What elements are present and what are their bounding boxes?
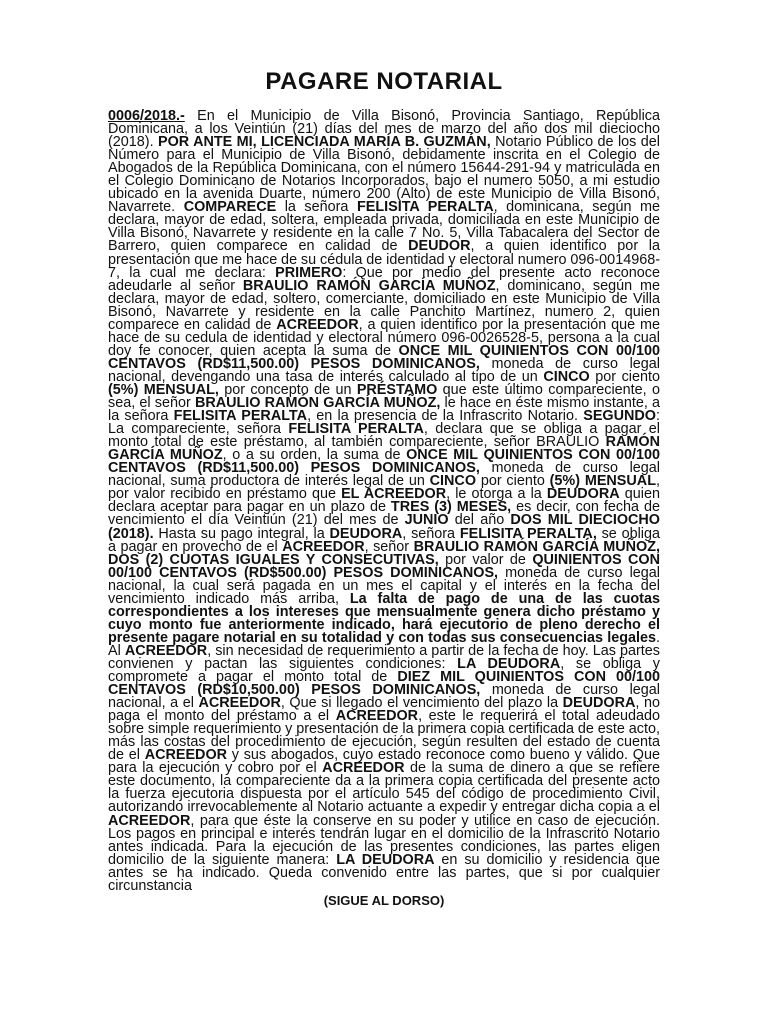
text-run: . Al [108, 629, 660, 659]
text-run: es decir, con fecha de vencimiento el día Veintiún (21) del mes de [108, 499, 660, 529]
bold-text-run: DEUDOR [408, 238, 471, 255]
bold-text-run: DOS MIL DIECIOCHO (2018). [108, 512, 661, 542]
bold-text-run: ACREEDOR [144, 747, 228, 764]
document-body [108, 110, 660, 893]
text-run: , por valor recibido en préstamo que [108, 473, 660, 503]
text-run: Notario Público de los del Número para el Municipio de Villa Bisonó, debidamente inscrita en el Colegio de Abogados de la República Dominicana, con el número 15644-291-94 y matriculada en el Colegio Dominicano de Notarios Incorporados, bajo el numero 5050, a mi estudio ubicado en la avenida Duarte, número 200 (Alto) de este Municipio de Villa Bisonó, Navarrete. [108, 134, 660, 216]
bold-text-run: DEUDORA [329, 525, 403, 542]
bold-text-run: PRIMERO [275, 264, 343, 281]
bold-text-run: (5%) MENSUAL, [108, 381, 219, 398]
bold-text-run: FELISITA PERALTA [288, 421, 424, 438]
bold-text-run: COMPARECE [183, 199, 277, 216]
continued-note: (SIGUE AL DORSO) [323, 892, 445, 908]
text-run: , dominicana, según me declara, mayor de edad, soltera, empleada privada, domiciliada en este Municipio de Villa Bisonó, Navarrete y residente en la calle 7 No. 5, Villa Tabacalera del Sector de Barrero, quien comparece en calidad de [108, 199, 660, 255]
text-run: la señora [276, 199, 357, 216]
bold-text-run: ACREEDOR [335, 708, 419, 725]
text-run: , señora [402, 525, 460, 542]
bold-text-run: LA DEUDORA [457, 655, 561, 672]
bold-text-run: ACREEDOR [282, 538, 365, 555]
text-run: , no paga el monto del préstamo a el [108, 695, 660, 725]
bold-text-run: DEUDORA [562, 695, 636, 712]
bold-text-run: QUINIENTOS CON 00/100 CENTAVOS (RD$500.00) PESOS DOMINICANOS, [108, 551, 660, 581]
text-run: que este último compareciente, o sea, el señor [108, 381, 660, 412]
bold-text-run: FELISITA PERALTA [356, 199, 494, 216]
text-run: , a quien identifico por la presentación que me hace de su cedula de identidad y electoral número 096-0026528-5, persona a la cual doy fe conocer, quien acepta la suma de [108, 316, 660, 359]
bold-text-run: JUNIO [404, 512, 449, 529]
text-run: moneda de curso legal nacional, la cual será pagada en un mes el capital y el interés en la fecha del vencimiento indicado más arriba, [108, 564, 660, 607]
bold-text-run: ACREEDOR [198, 695, 281, 712]
text-run: y sus abogados, cuyo estado reconoce como bueno y válido. Que para la ejecución y cobro por el [108, 747, 660, 777]
text-run: se obliga a pagar en provecho de el [108, 525, 661, 555]
text-run: : La compareciente, señora [108, 408, 660, 438]
bold-text-run: SEGUNDO [583, 408, 656, 425]
bold-text-run: BRAULIO RAMÓN GARCÍA MUÑOZ, DOS (2) CUOTAS IGUALES Y CONSECUTIVAS, [108, 538, 660, 568]
bold-text-run: (5%) MENSUAL [549, 473, 656, 490]
bold-text-run: ACREEDOR [124, 642, 208, 659]
text-run: le hace en éste mismo instante, a la señora [108, 395, 661, 425]
text-run: , en la presencia de la Infrascrito Notario. [307, 408, 584, 425]
text-run: moneda de curso legal nacional, suma productora de interés legal de un [108, 460, 660, 490]
text-run: , señor [364, 538, 414, 555]
text-run: , Que si llegado el vencimiento del plazo la [280, 695, 563, 712]
text-run: , a quien identifico por la presentación que me hace de su cédula de identidad y electoral numero 096-0014968-7, la cual me declara: [108, 238, 660, 281]
text-run: por valor de [438, 551, 533, 568]
bold-text-run: FELISITA PERALTA [173, 408, 308, 425]
bold-text-run: BRAULIO RAMÓN GARCÍA MUÑOZ, [194, 395, 441, 412]
bold-text-run: CINCO [429, 473, 477, 490]
text-run: , o a su orden, la suma de [222, 447, 407, 464]
bold-text-run: La falta de pago de una de las cuotas correspondientes a los intereses que mensualmente genera dicho préstamo y cuyo monto fue anteriormente indicado, hará ejecutorio de pleno derecho el presente pagare notarial en su totalidad y con todas sus consecuencias legales [108, 590, 660, 646]
text-run: , para que éste la conserve en su poder y utilice en caso de ejecución. Los pagos en principal e interés tendrán lugar en el domicilio de la Infrascrito Notario antes indicada. Para la ejecución de las presentes condiciones, las partes eligen domicilio de la siguiente manera: [108, 812, 660, 868]
bold-text-run: ACREEDOR [108, 812, 191, 829]
bold-text-run: ONCE MIL QUINIENTOS CON 00/100 CENTAVOS (RD$11,500.00) PESOS DOMINICANOS, [108, 447, 660, 477]
bold-text-run: RAMÓN GARCÍA MUÑOZ [108, 434, 660, 464]
text-run: moneda de curso legal nacional, devengando una tasa de interés calculado al tipo de un [108, 355, 660, 385]
text-run: por concepto de un [218, 381, 357, 398]
bold-text-run: PRÉSTAMO [356, 381, 438, 398]
bold-text-run: DEUDORA [546, 486, 620, 503]
text-run: , dominicano, según me declara, mayor de edad, soltero, comerciante, domiciliado en este Municipio de Villa Bisonó, Navarrete y residente en la calle Panchito Martínez, numero 2, quien comparece en calidad de [108, 277, 660, 333]
bold-text-run: ONCE MIL QUINIENTOS CON 00/100 CENTAVOS (RD$11,500.00) PESOS DOMINICANOS, [108, 342, 660, 372]
text-run: : Que por medio del presente acto reconoce adeudarle al señor [108, 264, 660, 294]
text-run: moneda de curso legal nacional, a el [108, 682, 660, 712]
bold-text-run: 0006/2018.- [108, 108, 185, 124]
bold-text-run: DIEZ MIL QUINIENTOS CON 00/100 CENTAVOS (RD$10,500.00) PESOS DOMINICANOS, [108, 669, 660, 699]
bold-text-run: ACREEDOR [322, 760, 405, 777]
bold-text-run: TRES (3) MESES, [390, 499, 512, 516]
bold-text-run: BRAULIO RAMÓN GARCÍA MUÑOZ [242, 277, 496, 294]
text-run: , este le requerirá el total adeudado sobre simple requerimiento y presentación de la primera copia certificada de este acto, más las costas del procedimiento de ejecución, según resulten del estado de cuenta de el [108, 708, 660, 764]
text-run: por ciento [476, 473, 550, 490]
bold-text-run: LA DEUDORA [336, 851, 435, 868]
bold-text-run: POR ANTE MI, LICENCIADA MARÍA B. GUZMÁN, [158, 134, 491, 151]
text-run: Hasta su pago integral, la [153, 525, 330, 542]
text-run: del año [448, 512, 511, 529]
bold-text-run: EL ACREEDOR [341, 486, 447, 503]
text-run: , le otorga a la [446, 486, 547, 503]
bold-text-run: ACREEDOR [276, 316, 359, 333]
text-run: de la suma de dinero a que se refiere este documento, la compareciente da a la primera copia certificada del presente acto la fuerza ejecutoria dispuesta por el artículo 545 del código de procedimiento Civil, autorizando irrevocablemente al Notario actuante a expedir y entregar dicha copia a el [108, 760, 661, 816]
text-run: , se obliga y compromete a pagar el monto total de [108, 655, 660, 686]
document-page [108, 68, 660, 908]
document-title: PAGARE NOTARIAL [265, 68, 503, 95]
bold-text-run: CINCO [543, 368, 590, 385]
text-run: en su domicilio y residencia que antes se ha indicado. Queda convenido entre las partes, que si por cualquier circunstancia [108, 851, 661, 894]
text-run: En el Municipio de Villa Bisonó, Provincia Santiago, República Dominicana, a los Veintiún (21) días del mes de marzo del año dos mil dieciocho (2018). [108, 108, 660, 151]
bold-text-run: FELISITA PERALTA, [459, 525, 597, 542]
text-run: , declara que se obliga a pagar el monto total de este préstamo, al también compareciente, señor BRAULIO [108, 421, 660, 451]
text-run: , sin necesidad de requerimiento a partir de la fecha de hoy. Las partes convienen y pactan las siguientes condiciones: [108, 642, 660, 672]
text-run: quien declara aceptar para pagar en un plazo de [108, 486, 660, 516]
text-run: por ciento [589, 368, 660, 385]
